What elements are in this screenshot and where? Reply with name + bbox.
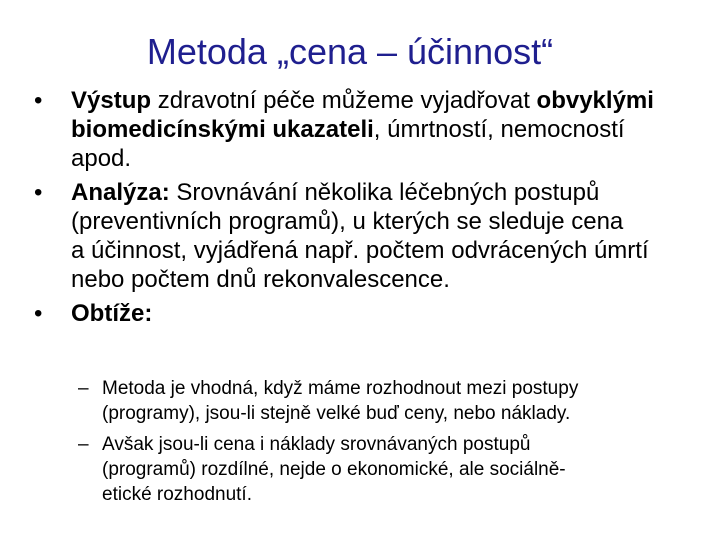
- bullet-label: Obtíže:: [71, 300, 153, 327]
- sub-bullet-item: [78, 376, 708, 426]
- sub-bullet-text: etické rozhodnutí.: [102, 484, 252, 505]
- sub-bullet-text: Avšak jsou-li cena i náklady srovnávaných postupů: [102, 434, 531, 455]
- dash-icon: –: [78, 378, 89, 399]
- sub-bullet-text: Metoda je vhodná, když máme rozhodnout mezi postupy: [102, 378, 579, 399]
- bullet-emphasis: biomedicínskými ukazateli: [71, 116, 374, 143]
- bullet-text: a účinnost, vyjádřená např. počtem odvrácených úmrtí: [71, 237, 649, 264]
- bullet-icon: •: [34, 300, 43, 327]
- bullet-text: zdravotní péče můžeme vyjadřovat: [157, 87, 537, 114]
- bullet-item-obtize: [34, 299, 706, 328]
- bullet-item-analyza: [34, 178, 706, 294]
- bullet-item-vystup: [34, 86, 706, 173]
- sub-bullet-text: (programy), jsou-li stejně velké buď ceny, nebo náklady.: [102, 403, 571, 424]
- bullet-list: [34, 86, 706, 333]
- sub-bullet-list: [78, 376, 708, 513]
- bullet-emphasis: obvyklými: [536, 87, 654, 114]
- bullet-label: Výstup: [71, 87, 152, 114]
- slide-title: Metoda „cena – účinnost“: [146, 31, 554, 72]
- sub-bullet-text: (programů) rozdílné, nejde o ekonomické, ale sociálně-: [102, 459, 566, 480]
- bullet-text: apod.: [71, 145, 132, 172]
- dash-icon: –: [78, 434, 89, 455]
- sub-bullet-item: [78, 432, 708, 507]
- bullet-text: (preventivních programů), u kterých se sleduje cena: [71, 208, 624, 235]
- bullet-icon: •: [34, 179, 43, 206]
- bullet-label: Analýza:: [71, 179, 170, 206]
- bullet-text: Srovnávání několika léčebných postupů: [169, 179, 600, 206]
- bullet-text: , úmrtností, nemocností: [373, 116, 625, 143]
- bullet-text: nebo počtem dnů rekonvalescence.: [71, 266, 450, 293]
- bullet-icon: •: [34, 87, 43, 114]
